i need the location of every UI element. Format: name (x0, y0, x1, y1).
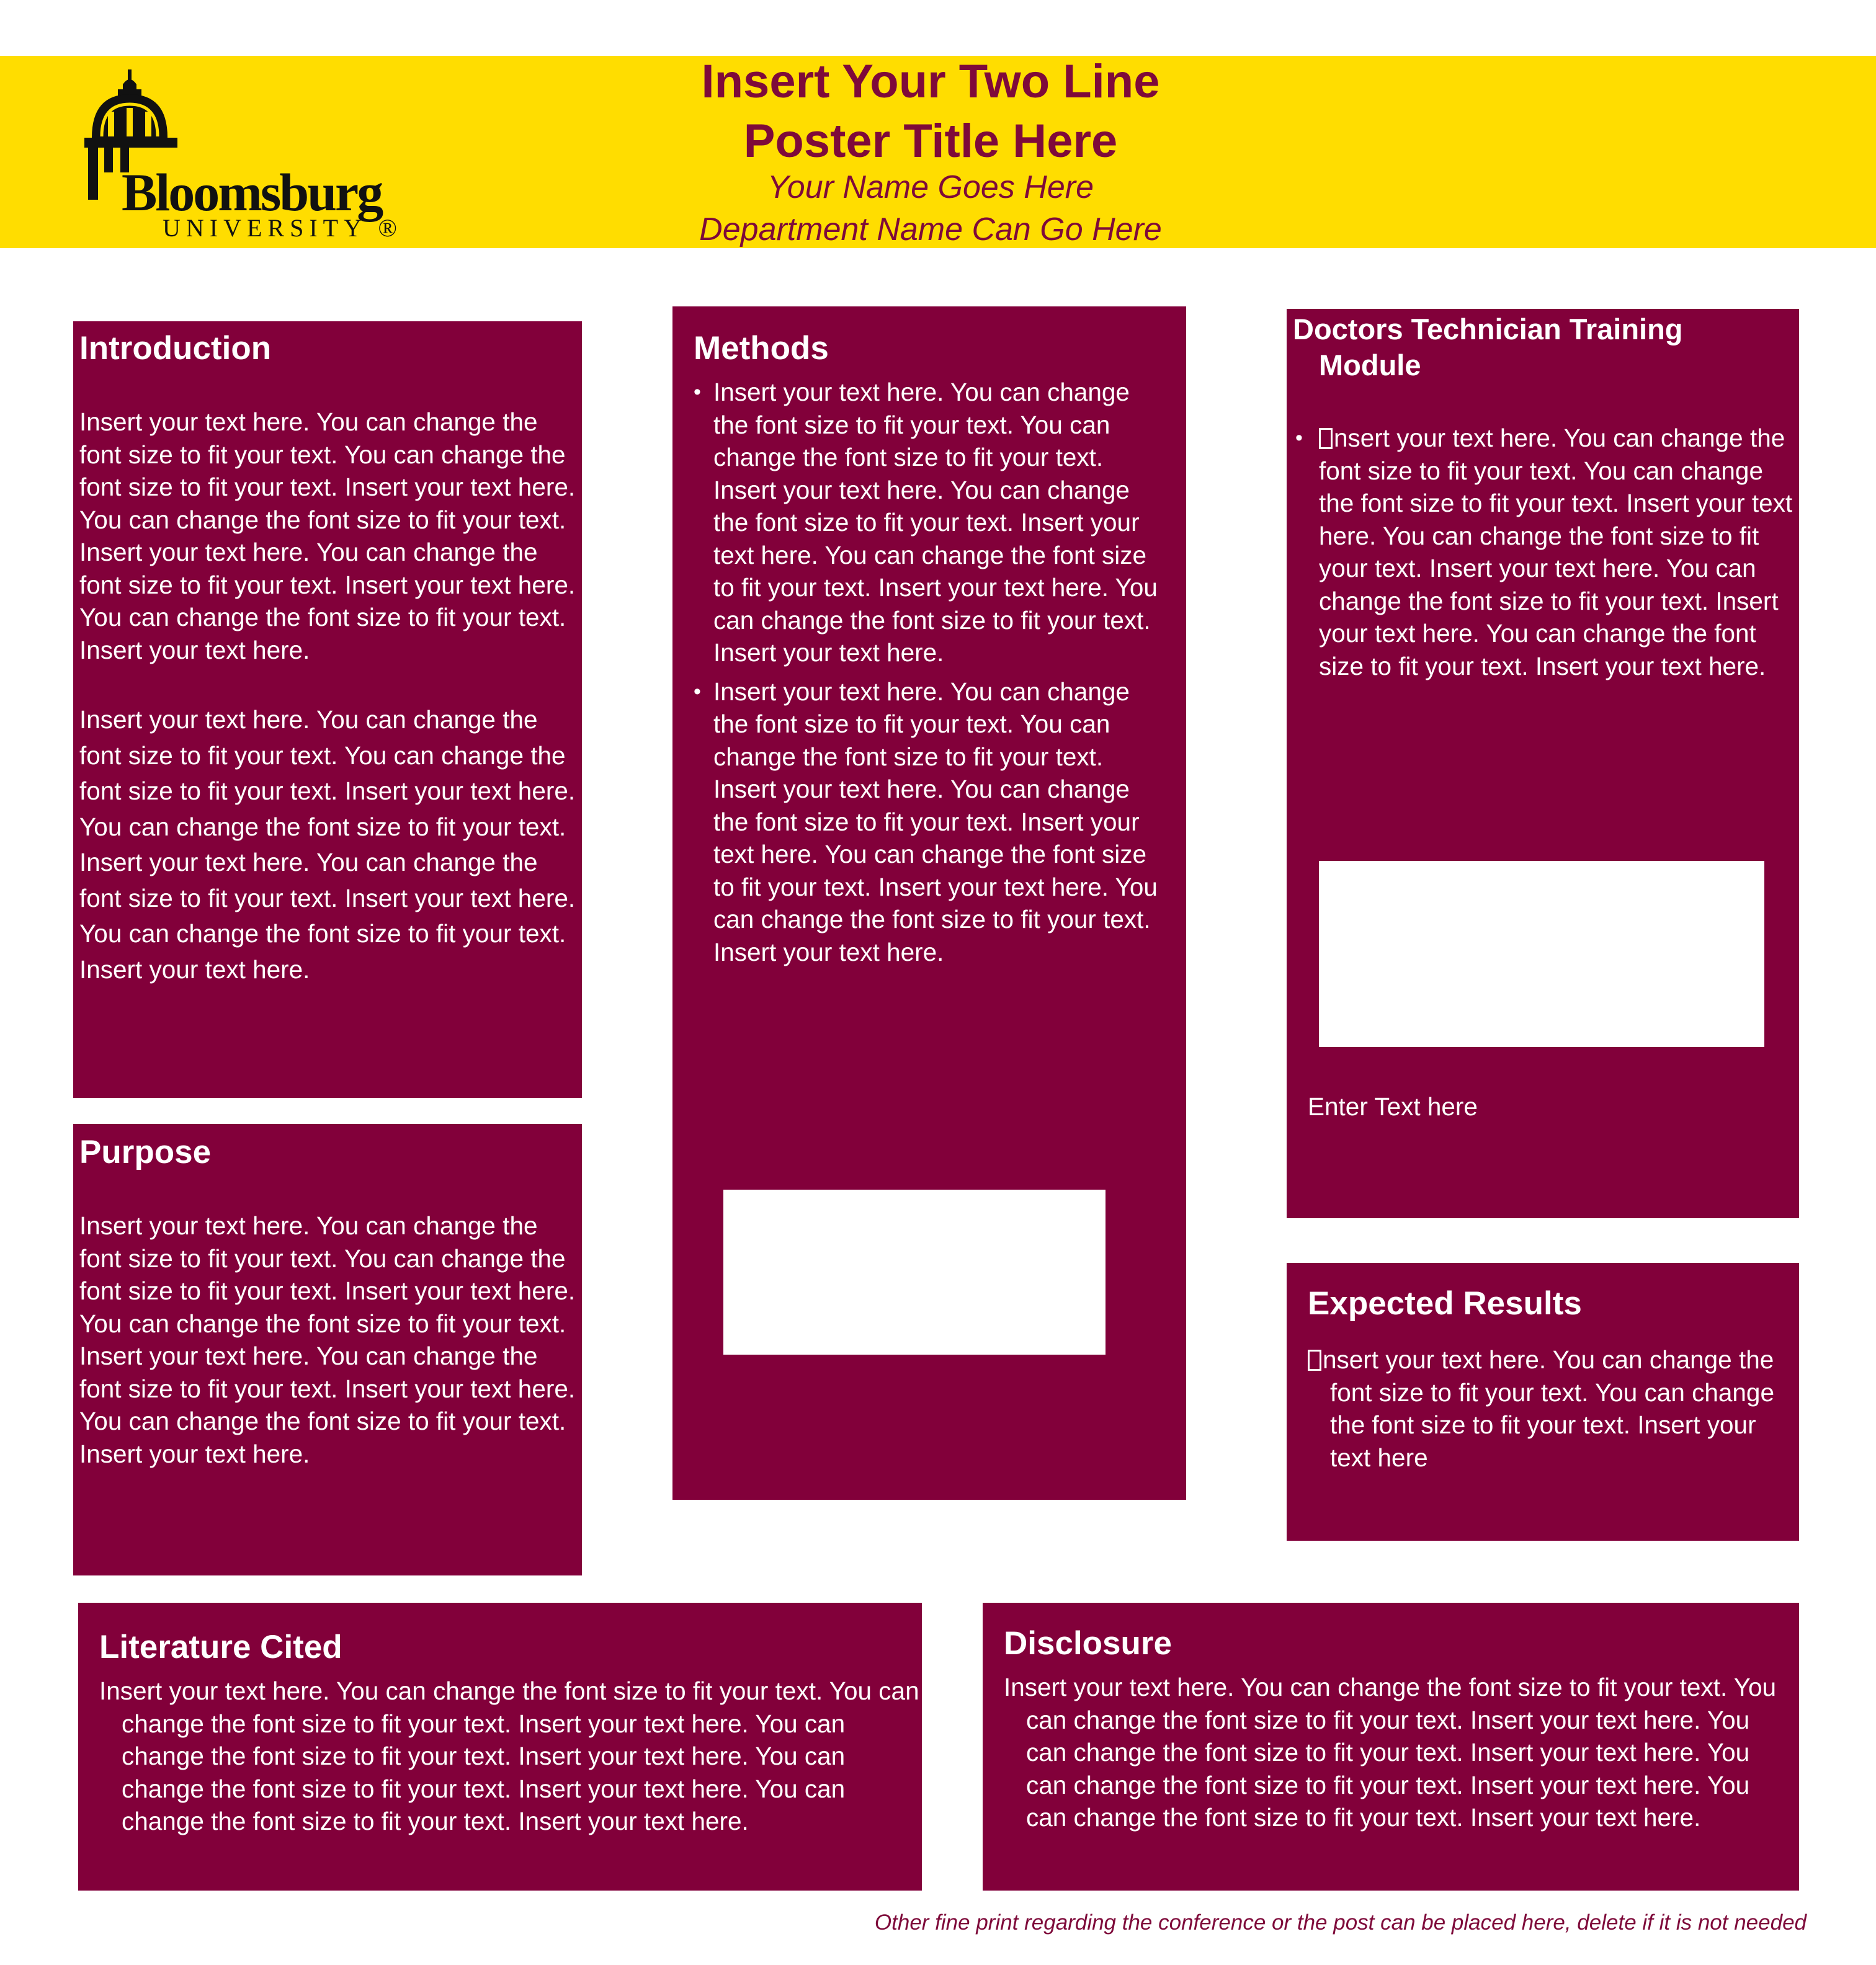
purpose-body: Insert your text here. You can change the font size to fit your text. You can change the font size to fit your text. Insert your text here. You can change the font size to fit your text. Insert your text here. You can change the font size to fit your text. Insert your text here. You can change the font size to fit your text. Insert your text here. (79, 1211, 576, 1468)
methods-heading: Methods (694, 330, 829, 367)
literature-panel (78, 1603, 922, 1891)
poster-title-line1: Insert Your Two Line (701, 55, 1160, 108)
training-text: nsert your text here. You can change the font size to fit your text. You can change the font size to fit your text. Insert your text here. You can change the font size to fit your text. Insert your text here. You can change the font size to fit your text. Insert your text here. You can change the font size to fit your text. Insert your text here. (1319, 424, 1793, 680)
training-heading: Doctors Technician Training Module (1293, 313, 1683, 381)
university-logo (79, 69, 403, 242)
introduction-paragraph: Insert your text here. You can change the font size to fit your text. You can change the font size to fit your text. Insert your text here. You can change the font size to fit your text. Insert your text here. You can change the font size to fit your text. Insert your text here. You can change the font size to fit your text. Insert your text here. (79, 705, 576, 984)
results-body (1308, 1343, 1795, 1474)
disclosure-heading: Disclosure (1004, 1625, 1172, 1662)
introduction-paragraph: Insert your text here. You can change the font size to fit your text. You can change the font size to fit your text. Insert your text here. You can change the font size to fit your text. Insert your text here. You can change the font size to fit your text. Insert your text here. You can change the font size to fit your text. Insert your text here. (79, 408, 576, 664)
purpose-panel (73, 1124, 582, 1575)
disclosure-body: Insert your text here. You can change the font size to fit your text. You can change the font size to fit your text. Insert your text here. You can change the font size to fit your text. Insert your text here. You can change the font size to fit your text. Insert your text here. You can change the font size to fit your text. Insert your text here. (1004, 1673, 1777, 1832)
logo-wordmark: Bloomsburg (122, 163, 382, 222)
author-name: Your Name Goes Here (767, 169, 1094, 205)
department-name: Department Name Can Go Here (699, 212, 1162, 247)
methods-list (691, 376, 1163, 974)
disclosure-panel (983, 1603, 1799, 1891)
methods-bullet: • Insert your text here. You can change the font size to fit your text. You can change the font size to fit your text. Insert your text here. You can change the font size to fit your text. Insert your text here. You can change the font size to fit your text. Insert your text here. You can change the font size to fit your text. Insert your text here. (691, 675, 1163, 969)
results-panel (1287, 1263, 1799, 1541)
results-heading: Expected Results (1308, 1285, 1582, 1322)
methods-panel (672, 306, 1186, 1500)
bullet-dot: • (1295, 426, 1303, 450)
poster-title-line2: Poster Title Here (743, 115, 1118, 167)
literature-heading: Literature Cited (99, 1629, 342, 1665)
training-image-placeholder (1319, 861, 1764, 1047)
missing-glyph-icon (1308, 1350, 1321, 1371)
purpose-heading: Purpose (79, 1134, 212, 1170)
results-text: nsert your text here. You can change the font size to fit your text. You can change the font size to fit your text. Insert your text here (1323, 1345, 1774, 1472)
introduction-body (79, 406, 576, 987)
introduction-panel (73, 321, 582, 1098)
training-panel (1287, 309, 1799, 1218)
introduction-heading: Introduction (79, 330, 272, 367)
fine-print: Other fine print regarding the conference or the post can be placed here, delete if it is not needed (874, 1910, 1807, 1935)
methods-image-placeholder (723, 1190, 1106, 1355)
training-caption: Enter Text here (1308, 1092, 1478, 1121)
methods-bullet: • Insert your text here. You can change the font size to fit your text. You can change the font size to fit your text. Insert your text here. You can change the font size to fit your text. Insert your text here. You can change the font size to fit your text. Insert your text here. You can change the font size to fit your text. Insert your text here. (691, 376, 1163, 669)
literature-body: Insert your text here. You can change the font size to fit your text. You can change the font size to fit your text. Insert your text here. You can change the font size to fit your text. Insert your text here. You can change the font size to fit your text. Insert your text here. You can change the font size to fit your text. Insert your text here. (99, 1677, 919, 1835)
training-body (1293, 422, 1795, 682)
missing-glyph-icon (1319, 428, 1333, 449)
logo-subtitle: UNIVERSITY ® (163, 214, 403, 242)
